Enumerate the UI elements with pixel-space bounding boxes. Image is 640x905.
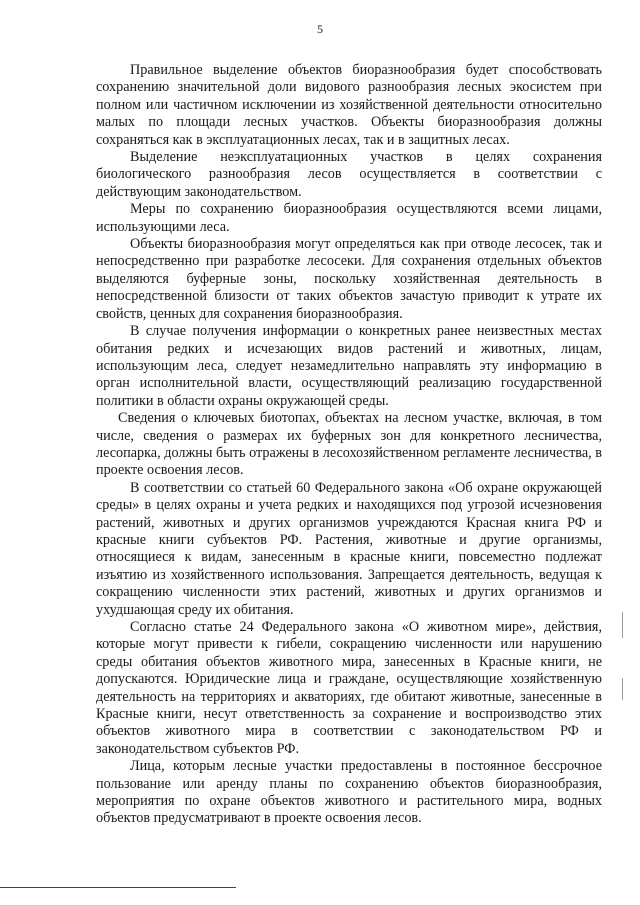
page-number: 5 — [317, 22, 323, 36]
paragraph: Меры по сохранению биоразнообразия осуществляются всеми лицами, использующими леса. — [96, 201, 602, 235]
paragraph: В соответствии со статьей 60 Федерального закона «Об охране окружающей среды» в целях охраны и учета редких и находящихся под угрозой исчезновения растений, животных и других организмов учреждаются Красная книга РФ и красные книги субъектов РФ. Растения, животные и другие организмы, относящиеся к видам, занесенным в красные книги, повсеместно подлежат изъятию из хозяйственного использования. Запрещается деятельность, ведущая к сокращению численности этих растений, животных и других организмов и ухудшающая среду их обитания. — [96, 479, 602, 618]
paragraph: Сведения о ключевых биотопах, объектах на лесном участке, включая, в том числе, сведения о размерах их буферных зон для конкретного лесничества, лесопарка, должны быть отражены в лесохозяйственном регламенте лесничества, в проекте освоения лесов. — [96, 410, 602, 479]
paragraph: Выделение неэксплуатационных участков в целях сохранения биологического разнообразия лесов осуществляется в соответствии с действующим законодательством. — [96, 149, 602, 200]
scan-edge-mark — [622, 678, 623, 700]
paragraph: Лица, которым лесные участки предоставлены в постоянное бессрочное пользование или аренду планы по сохранению объектов биоразнообразия, мероприятия по охране объектов животного и растительного мира, водных объектов предусматривают в проекте освоения лесов. — [96, 758, 602, 827]
paragraph: Правильное выделение объектов биоразнообразия будет способствовать сохранению значительной доли видового разнообразия лесных экосистем при полном или частичном исключении из хозяйственной деятельности относительно малых по площади лесных участков. Объекты биоразнообразия должны сохраняться как в эксплуатационных лесах, так и в защитных лесах. — [96, 62, 602, 148]
document-body — [96, 62, 602, 828]
footer-rule — [0, 887, 236, 888]
scan-edge-mark — [622, 612, 623, 638]
paragraph: В случае получения информации о конкретных ранее неизвестных местах обитания редких и исчезающих видов растений и животных, лицам, использующим леса, следует незамедлительно направлять эту информацию в орган исполнительной власти, осуществляющий реализацию государственной политики в области охраны окружающей среды. — [96, 323, 602, 409]
paragraph: Согласно статье 24 Федерального закона «О животном мире», действия, которые могут привести к гибели, сокращению численности или нарушению среды обитания объектов животного мира, занесенных в Красные книги, не допускаются. Юридические лица и граждане, осуществляющие хозяйственную деятельность на территориях и акваториях, где обитают животные, занесенные в Красные книги, несут ответственность за сохранение и воспроизводство этих объектов животного мира в соответствии с законодательством РФ и законодательством субъектов РФ. — [96, 619, 602, 757]
paragraph: Объекты биоразнообразия могут определяться как при отводе лесосек, так и непосредственно при разработке лесосеки. Для сохранения отдельных объектов выделяются буферные зоны, поскольку хозяйственная деятельность в непосредственной близости от таких объектов зачастую приводит к утрате их свойств, ценных для сохранения биоразнообразия. — [96, 236, 602, 322]
